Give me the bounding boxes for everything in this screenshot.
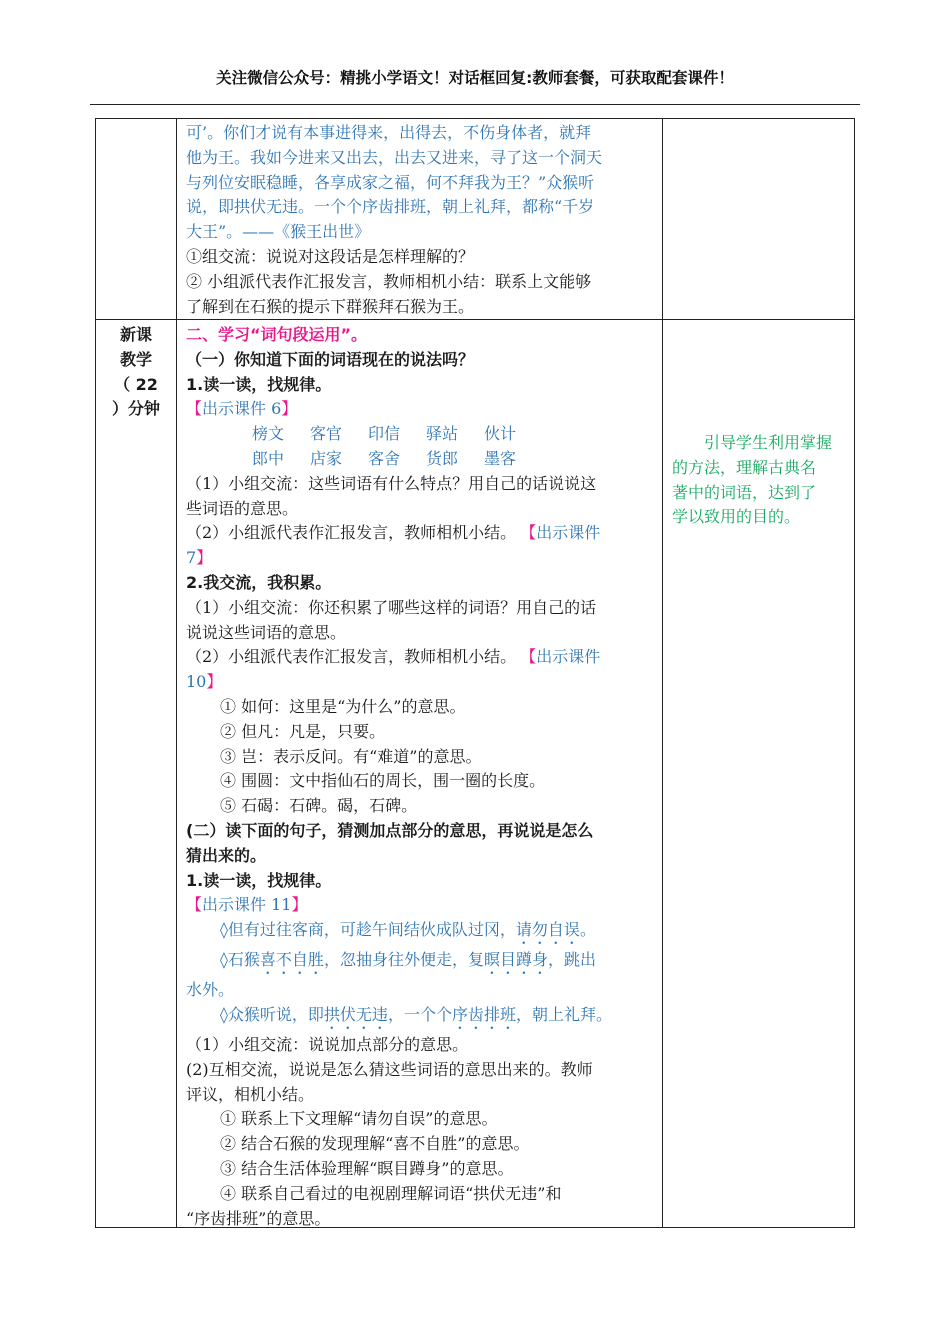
discussion-step: ② 小组派代表作汇报发言，教师相机小结：联系上文能够 xyxy=(186,271,592,291)
method-item: ④ 联系自己看过的电视剧理解词语“拱伏无违”和 xyxy=(220,1183,562,1203)
dotted-phrase: 拱伏无违 xyxy=(323,1004,388,1024)
dotted-phrase: 瞑目蹲身 xyxy=(483,950,548,970)
quote-line: 与列位安眠稳睡，各享成家之福，何不拜我为王？”众猴听 xyxy=(186,172,595,192)
discussion-step: ①组交流：说说对这段话是怎样理解的？ xyxy=(186,246,475,266)
word-row xyxy=(186,447,660,472)
meaning-item: ② 但凡：凡是，只要。 xyxy=(220,721,386,741)
question: （1）小组交流：说说加点部分的意思。 xyxy=(186,1034,469,1054)
example-sentence: ◊众猴听说，即拱伏无违，一个个序齿排班，朝上礼拜。 xyxy=(220,1004,612,1024)
subsection-title: 猜出来的。 xyxy=(186,845,267,865)
courseware-ref: 【出示课件 6】 xyxy=(186,399,298,419)
section-title: 二、学习“词句段运用”。 xyxy=(186,325,368,344)
design-note-line: 的方法，理解古典名 xyxy=(672,457,817,477)
example-sentence: 水外。 xyxy=(186,980,235,1000)
question: 说说这些词语的意思。 xyxy=(186,622,347,642)
quote-line: 他为王。我如今进来又出去，出去又进来，寻了这一个洞天 xyxy=(186,147,603,167)
dotted-phrase: 请勿自误 xyxy=(515,920,580,940)
method-item: ③ 结合生活体验理解“瞑目蹲身”的意思。 xyxy=(220,1158,514,1178)
courseware-ref: 7】 xyxy=(186,548,213,568)
word: 货郎 xyxy=(426,448,459,468)
row1-content xyxy=(186,121,660,319)
task-title: 2.我交流，我积累。 xyxy=(186,572,332,592)
design-note xyxy=(672,431,854,530)
design-note-line: 学以致用的目的。 xyxy=(672,507,801,527)
courseware-label: 出示课件 xyxy=(536,647,601,667)
subsection-title: （一）你知道下面的词语现在的说法吗？ xyxy=(186,349,475,369)
example-sentence: ◊石猴喜不自胜，忽抽身往外便走，复瞑目蹲身，跳出 xyxy=(220,950,596,970)
word: 墨客 xyxy=(484,448,517,468)
method-item: “序齿排班”的意思。 xyxy=(186,1208,331,1228)
design-note-line: 引导学生利用掌握 xyxy=(704,433,833,452)
time-label-line: 教学 xyxy=(119,349,152,369)
method-item: ① 联系上下文理解“请勿自误”的意思。 xyxy=(220,1109,498,1129)
question: （1）小组交流：你还积累了哪些这样的词语？用自己的话 xyxy=(186,597,597,617)
column-divider-right xyxy=(662,119,663,1227)
courseware-ref: 【出示课件 11】 xyxy=(186,895,308,915)
header-divider xyxy=(90,104,860,105)
courseware-label: 出示课件 6 xyxy=(202,399,282,419)
meaning-item: ③ 岂：表示反问。有“难道”的意思。 xyxy=(220,746,482,766)
word: 榜文 xyxy=(252,424,285,444)
word: 伙计 xyxy=(484,424,517,444)
courseware-label: 出示课件 11 xyxy=(202,895,292,915)
design-note-line: 著中的词语，达到了 xyxy=(672,482,817,502)
quote-line: 大王”。——《猴王出世》 xyxy=(186,222,371,242)
word: 驿站 xyxy=(426,424,459,444)
row2-content xyxy=(186,323,660,1231)
task-title: 1.读一读，找规律。 xyxy=(186,374,332,394)
meaning-item: ④ 围圆：文中指仙石的周长，围一圈的长度。 xyxy=(220,771,546,791)
question: （1）小组交流：这些词语有什么特点？用自己的话说说这 xyxy=(186,473,597,493)
word-row xyxy=(186,422,660,447)
quote-line: 说，即拱伏无违。一个个序齿排班，朝上礼拜，都称“千岁 xyxy=(186,197,595,217)
subsection-title: (二）读下面的句子，猜测加点部分的意思，再说说是怎么 xyxy=(186,820,594,840)
question: （2）小组派代表作汇报发言，教师相机小结。 【出示课件 xyxy=(186,523,601,543)
time-label-line: （ 22 xyxy=(114,374,158,394)
page-header: 关注微信公众号：精挑小学语文！对话框回复:教师套餐，可获取配套课件！ xyxy=(216,69,734,87)
discussion-step: 了解到在石猴的提示下群猴拜石猴为王。 xyxy=(186,296,475,316)
question: 些词语的意思。 xyxy=(186,498,299,518)
time-label-line: ）分钟 xyxy=(111,399,160,419)
time-label-line: 新课 xyxy=(119,325,152,344)
lesson-table xyxy=(95,118,855,1228)
word: 客官 xyxy=(310,424,343,444)
quote-line: 可’。你们才说有本事进得来，出得去，不伤身体者，就拜 xyxy=(186,123,592,142)
word: 印信 xyxy=(368,424,401,444)
dotted-phrase: 序齿排班 xyxy=(451,1004,516,1024)
word: 店家 xyxy=(310,448,343,468)
word: 郎中 xyxy=(252,448,285,468)
courseware-label: 出示课件 xyxy=(536,523,601,543)
dotted-phrase: 喜不自胜 xyxy=(259,950,324,970)
time-label xyxy=(98,323,174,422)
word: 客舍 xyxy=(368,448,401,468)
question: （2）小组派代表作汇报发言，教师相机小结。 【出示课件 xyxy=(186,647,601,667)
meaning-item: ⑤ 石碣：石碑。碣，石碑。 xyxy=(220,796,418,816)
example-sentence: ◊但有过往客商，可趁午间结伙成队过冈，请勿自误。 xyxy=(220,920,596,940)
task-title: 1.读一读，找规律。 xyxy=(186,870,332,890)
question: 评议，相机小结。 xyxy=(186,1084,315,1104)
method-item: ② 结合石猴的发现理解“喜不自胜”的意思。 xyxy=(220,1134,530,1154)
question: (2)互相交流，说说是怎么猜这些词语的意思出来的。教师 xyxy=(186,1059,593,1079)
meaning-item: ① 如何：这里是“为什么”的意思。 xyxy=(220,696,466,716)
courseware-ref: 10】 xyxy=(186,672,223,692)
column-divider-left xyxy=(176,119,177,1227)
